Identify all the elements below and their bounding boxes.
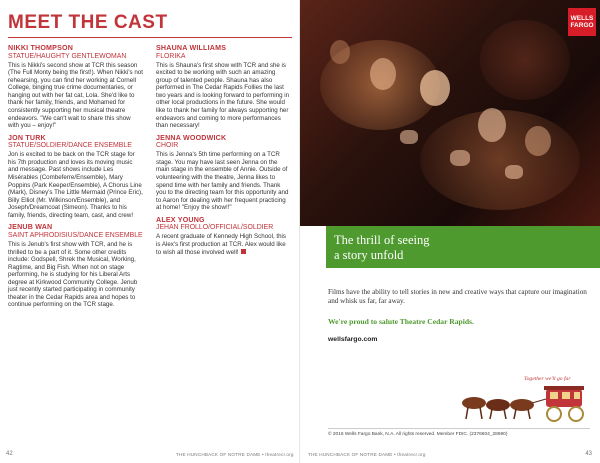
cast-member [8, 223, 143, 309]
headline-line-1: The thrill of seeing [334, 233, 430, 247]
cast-column-1 [8, 44, 143, 313]
cast-name: JENUB WAN [8, 223, 53, 232]
cast-role: FLORIKA [156, 52, 186, 60]
stagecoach-icon [454, 383, 596, 423]
cast-name: JENNA WOODWICK [156, 133, 227, 142]
title-rule [8, 37, 292, 38]
page-title: MEET THE CAST [8, 12, 168, 33]
cast-bio-text: A recent graduate of Kennedy High School, this is Alex's first production at TCR. Alex would like to wish all those involved well! [156, 233, 287, 256]
cast-name: JON TURK [8, 133, 46, 142]
wells-fargo-logo[interactable] [568, 8, 596, 36]
cast-name: ALEX YOUNG [156, 215, 205, 224]
cast-role: STATUE/SOLDIER/DANCE ENSEMBLE [8, 142, 132, 150]
headline-panel [326, 226, 600, 268]
cast-name: NIKKI THOMPSON [8, 44, 74, 52]
cast-bio: Jon is excited to be back on the TCR stage for his 7th production and loves its moving music and message. Past shows include Les Misérables (Combeferre/Ensemble), Mary Poppins (Park Keeper/Ensemble), A Chorus Line (Mark), Disney's The Little Mermaid (Prince Eric), Billy Elliot (Mr. Wilkinson/Ensemble), and Joseph/Dreamcoat (Simeon). Thanks to his family, friends, directing team, cast, and crew! [8, 151, 143, 219]
end-mark-icon [241, 249, 246, 254]
ad-body-text: Films have the ability to tell stories in new and creative ways that capture our imagination and whisk us far, far away. [328, 288, 587, 305]
ad-divider [328, 428, 590, 429]
ad-tagline: Together we'll go far [524, 376, 571, 382]
ad-url-link[interactable]: wellsfargo.com [328, 336, 378, 343]
cast-bio: This is Jenna's 5th time performing on a TCR stage. You may have last seen Jenna on the main stage in the ensemble of Annie. Outside of volunteering with the theatre, Jenna likes to spend time with her family and friends. Thank you to the directing team for this opportunity and to Aaron for dealing with her frequent practicing at home! "Enjoy the show!!" [156, 151, 289, 212]
ad-legal-text: © 2016 Wells Fargo Bank, N.A. All rights reserved. Member FDIC. (2376604_28690) [328, 432, 508, 437]
cast-bio: This is Jenub's first show with TCR, and he is thrilled to be a part of it. Some other credits include: Godspell, Shrek the Musical, Working, Ragtime, and Big Fish. When not on stage performing, he is studying for his Liberal Arts degree at Kirkwood Community College. Jenub just recently started participating in community theater in the Cedar Rapids area and hopes to continue performing on the TCR stage. [8, 240, 138, 309]
page-number: 43 [585, 451, 592, 457]
logo-line-1: WELLS [570, 15, 594, 22]
cast-role: SAINT APHRODISIUS/DANCE ENSEMBLE [8, 231, 143, 239]
cast-member [156, 44, 291, 130]
page-footer: THE HUNCHBACK OF NOTRE DAME • theatrecr.org [308, 452, 426, 457]
cast-bio: This is Shauna's first show with TCR and she is excited to be working with such an amazing group of talented people. Shauna has also performed in The Cedar Rapids Follies the last two years and is looking forward to performing in other local productions in the future. She would like to thank her family for always supporting her endeavors and coming to more performances than necessary! [156, 61, 290, 130]
right-page [300, 0, 600, 463]
cast-role: JEHAN FROLLO/OFFICIAL/SOLDIER [156, 224, 274, 232]
cast-column-2 [156, 44, 291, 260]
cast-bio [156, 233, 291, 256]
ad-salute: We're proud to salute Theatre Cedar Rapids. [328, 317, 474, 326]
cast-role: CHOIR [156, 142, 179, 150]
page-number: 42 [6, 451, 13, 457]
cast-name: SHAUNA WILLIAMS [156, 44, 227, 52]
cast-member [156, 134, 291, 212]
logo-line-2: FARGO [570, 22, 594, 29]
cast-role: STATUE/HAUGHTY GENTLEWOMAN [8, 52, 127, 60]
cast-member [8, 44, 143, 130]
cast-bio: This is Nikki's second show at TCR this season (The Full Monty being the first!). When Nikki's not rehearsing, you can find her working at Cornell College, binging true crime documentaries, or hanging out with her fat cat, Lola. She'd like to thank her family, friends, and Mohamed for consistently supporting her musical theatre endeavors. "We can't wait to share this show with you – enjoy!" [8, 61, 143, 130]
audience-photo [300, 0, 600, 226]
headline-line-2: a story unfold [334, 248, 404, 262]
cast-member [156, 216, 291, 256]
page-footer: THE HUNCHBACK OF NOTRE DAME • theatrecr.org [176, 452, 294, 457]
cast-member [8, 134, 143, 220]
